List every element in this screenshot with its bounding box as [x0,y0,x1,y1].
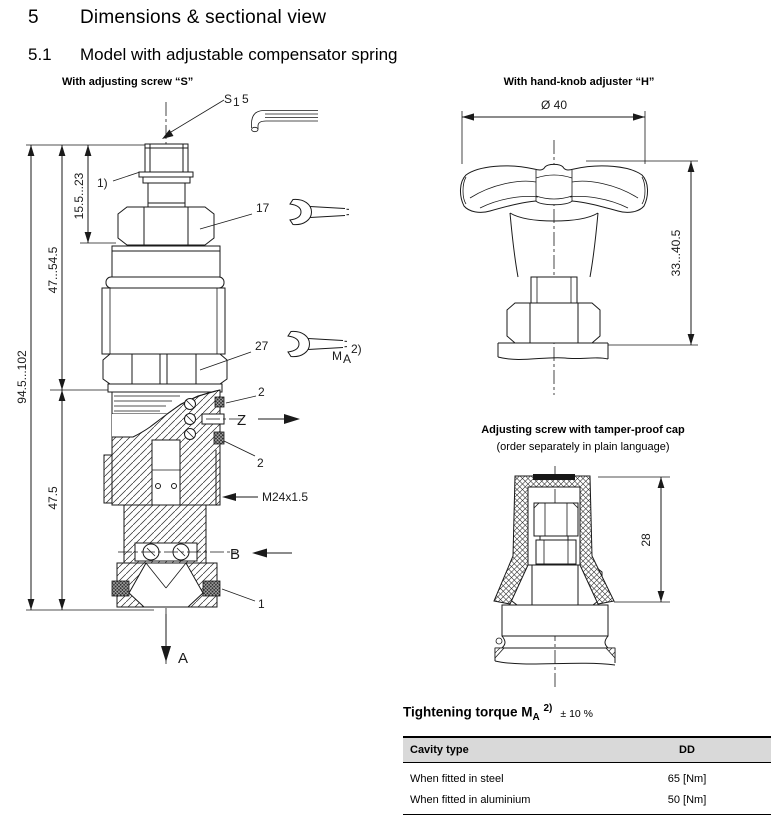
allen-key-icon [252,111,319,132]
figure-tamper-cap [430,458,740,690]
seal-right [203,581,220,596]
port-a-label: A [178,650,189,667]
torque-title-prefix: Tightening torque M [403,704,533,720]
section-title: Dimensions & sectional view [80,7,327,28]
valve-body [102,246,362,392]
section-heading [28,7,326,29]
port-b-label: B [230,546,241,563]
cell-value-steel: 65 [Nm] [667,772,707,785]
thread-label: M24x1.5 [262,490,309,504]
torque-table-title [403,703,771,723]
torque-ma-label: M [332,349,342,363]
table-row [403,789,771,815]
port-z-label: Z [237,412,247,429]
dim-adjust-range: 15.5...23 [72,172,86,220]
oring-bottom-label: 2 [257,456,264,470]
dim-upper: 47...54.5 [46,246,60,294]
adjusting-screw-head [97,144,193,207]
table-row [403,763,771,790]
dimension-cap-height [598,477,670,602]
dim-lower: 47.5 [46,486,60,510]
sectional-cartridge [104,385,308,667]
seal-left [112,581,129,596]
cell-cavity-aluminium: When fitted in aluminium [403,789,603,815]
header-dd: DD [603,737,771,763]
dim-height: 33...40.5 [669,229,683,277]
wrench-size-prefix: S [224,92,233,106]
wrench-size-callout [162,92,318,139]
torque-table-header-row [403,737,771,763]
figure-hand-knob [430,88,740,418]
caption-adjusting-screw: With adjusting screw “S” [62,76,194,88]
oring-top-label: 2 [258,385,265,399]
cell-value-aluminium: 50 [Nm] [603,789,771,815]
dim-overall: 94.5...102 [15,350,29,404]
torque-section [403,703,771,815]
torque-title-sup: 2) [543,703,553,714]
wrench-size-sub: 1 [233,95,240,109]
hex17-label: 17 [256,201,270,215]
torque-ma-sup: 2) [351,342,362,356]
cap-top-band [533,474,575,480]
header-cavity-type: Cavity type [403,737,603,763]
dim-cap-height: 28 [639,533,653,547]
torque-title-sub: A [532,712,540,724]
oring-bottom [214,432,224,444]
caption-tamper-cap-line1: Adjusting screw with tamper-proof cap [481,424,685,436]
hex27-label: 27 [255,339,269,353]
subsection-number: 5.1 [28,45,52,64]
seal-1-label: 1 [258,597,265,611]
dim-diameter: Ø 40 [540,98,568,112]
cell-cavity-steel: When fitted in steel [410,772,504,785]
dimension-diameter [462,98,645,164]
wrench-size-value: 5 [242,92,249,106]
torque-tolerance: ± 10 % [560,707,594,720]
torque-ma-sub: A [343,352,352,366]
subsection-heading [28,45,398,65]
caption-hand-knob: With hand-knob adjuster “H” [503,76,655,88]
figure-adjusting-screw [0,88,440,688]
torque-table [403,736,771,815]
subsection-title: Model with adjustable compensator spring [80,45,398,64]
section-number: 5 [28,7,39,28]
footnote-1-label: 1) [97,176,108,190]
oring-top [215,397,224,407]
caption-tamper-cap-line2: (order separately in plain language) [496,441,670,453]
